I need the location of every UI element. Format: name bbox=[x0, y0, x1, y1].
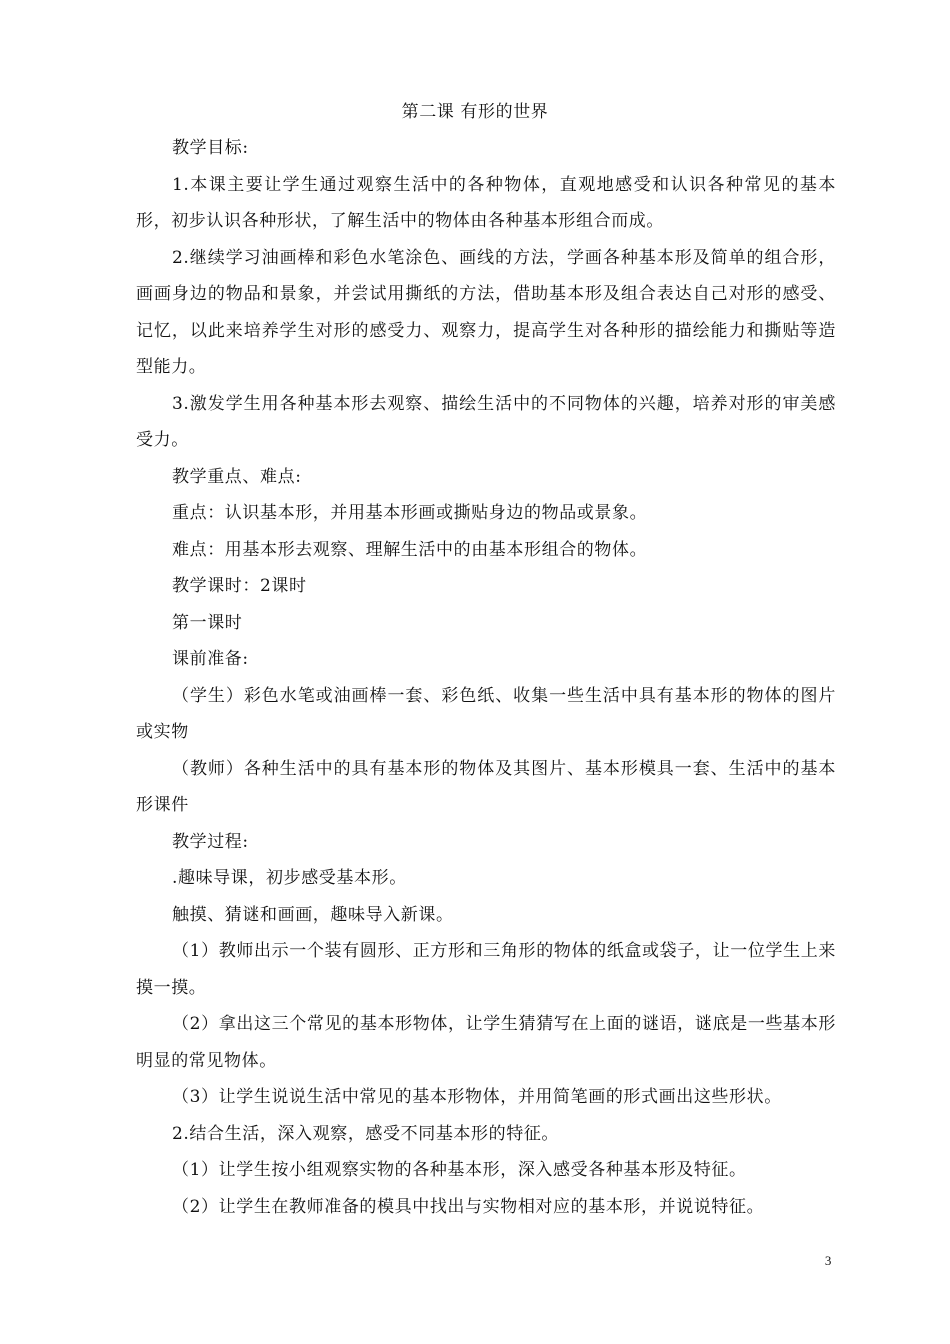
paragraph-step-1: .趣味导课，初步感受基本形。 bbox=[172, 868, 407, 888]
paragraph-first-session: 第一课时 bbox=[172, 612, 243, 633]
paragraph-key-points-heading: 教学重点、难点: bbox=[172, 466, 302, 487]
paragraph-step-1-b: （2）拿出这三个常见的基本形物体，让学生猜猜写在上面的谜语，谜底是一些基本形明显的常见物体。 bbox=[136, 1014, 836, 1071]
paragraph-class-hours: 教学课时：2课时 bbox=[172, 576, 307, 596]
paragraph-teacher-prep: （教师）各种生活中的具有基本形的物体及其图片、基本形模具一套、生活中的基本形课件 bbox=[136, 758, 836, 815]
paragraph-objectives-heading: 教学目标: bbox=[172, 138, 249, 158]
paragraph-step-2: 2.结合生活，深入观察，感受不同基本形的特征。 bbox=[172, 1123, 560, 1144]
paragraph-objective-3: 3.激发学生用各种基本形去观察、描绘生活中的不同物体的兴趣，培养对形的审美感受力。 bbox=[136, 393, 836, 450]
page-number: 3 bbox=[824, 1253, 832, 1268]
paragraph-difficulty: 难点：用基本形去观察、理解生活中的由基本形组合的物体。 bbox=[172, 539, 648, 560]
lesson-body bbox=[136, 130, 836, 1225]
paragraph-objective-1: 1.本课主要让学生通过观察生活中的各种物体，直观地感受和认识各种常见的基本形，初步认识各种形状，了解生活中的物体由各种基本形组合而成。 bbox=[136, 174, 836, 231]
paragraph-objective-2: 2.继续学习油画棒和彩色水笔涂色、画线的方法，学画各种基本形及简单的组合形，画画身边的物品和景象，并尝试用撕纸的方法，借助基本形及组合表达自己对形的感受、记忆，以此来培养学生对形的感受力、观察力，提高学生对各种形的描绘能力和撕贴等造型能力。 bbox=[136, 247, 836, 377]
paragraph-key-point: 重点：认识基本形，并用基本形画或撕贴身边的物品或景象。 bbox=[172, 503, 648, 523]
lesson-title: 第二课 有形的世界 bbox=[401, 102, 549, 122]
paragraph-step-1-intro: 触摸、猜谜和画画，趣味导入新课。 bbox=[172, 904, 454, 925]
paragraph-preparation-heading: 课前准备: bbox=[172, 649, 249, 669]
paragraph-step-2-b: （2）让学生在教师准备的模具中找出与实物相对应的基本形，并说说特征。 bbox=[172, 1196, 765, 1217]
paragraph-step-1-c: （3）让学生说说生活中常见的基本形物体，并用简笔画的形式画出这些形状。 bbox=[172, 1087, 782, 1107]
paragraph-step-1-a: （1）教师出示一个装有圆形、正方形和三角形的物体的纸盒或袋子，让一位学生上来摸一摸。 bbox=[136, 941, 836, 998]
paragraph-process-heading: 教学过程: bbox=[172, 831, 249, 852]
paragraph-step-2-a: （1）让学生按小组观察实物的各种基本形，深入感受各种基本形及特征。 bbox=[172, 1160, 747, 1180]
paragraph-student-prep: （学生）彩色水笔或油画棒一套、彩色纸、收集一些生活中具有基本形的物体的图片或实物 bbox=[136, 685, 836, 742]
